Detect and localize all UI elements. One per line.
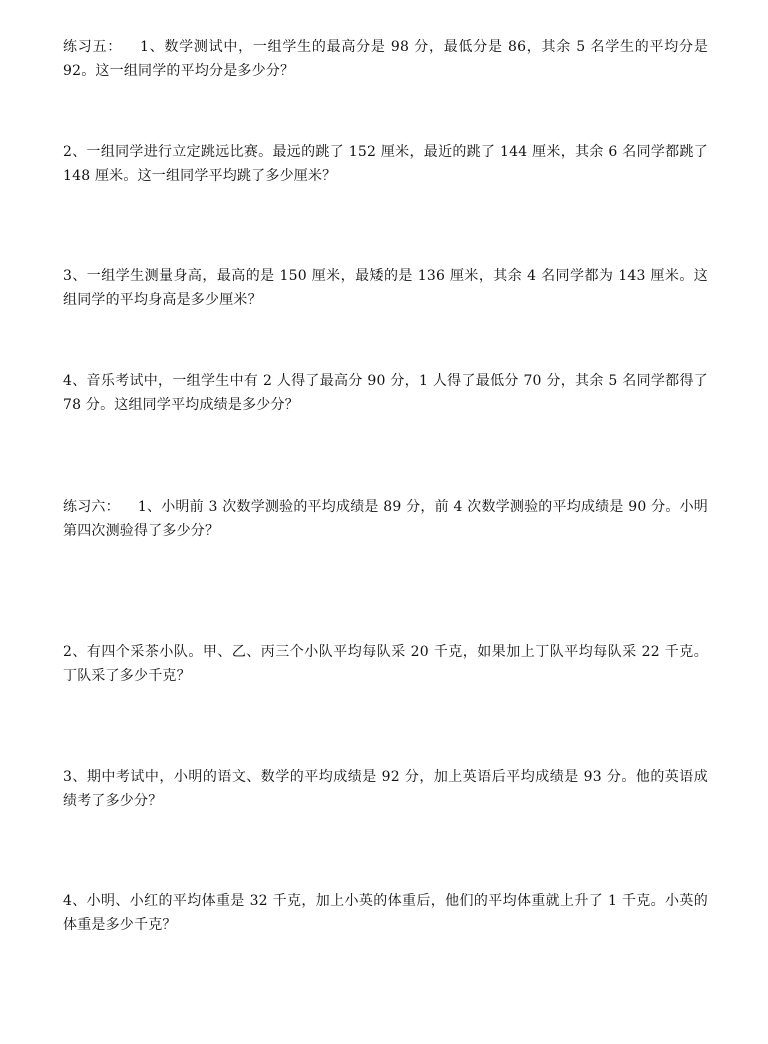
question-text: 3、期中考试中，小明的语文、数学的平均成绩是 92 分，加上英语后平均成绩是 93 分。他的英语成绩考了多少分？ [63,769,708,809]
question-block [63,35,708,83]
question-text: 4、音乐考试中，一组学生中有 2 人得了最高分 90 分，1 人得了最低分 70 分，其余 5 名同学都得了 78 分。这组同学平均成绩是多少分？ [63,373,708,413]
question-text: 1、小明前 3 次数学测验的平均成绩是 89 分，前 4 次数学测验的平均成绩是 90 分。小明第四次测验得了多少分？ [63,499,708,539]
question-text: 2、一组同学进行立定跳远比赛。最远的跳了 152 厘米，最近的跳了 144 厘米，其余 6 名同学都跳了 148 厘米。这一组同学平均跳了多少厘米？ [63,144,708,184]
question-block [63,889,708,937]
question-block [63,765,708,813]
question-block [63,369,708,417]
question-text: 1、数学测试中，一组学生的最高分是 98 分，最低分是 86，其余 5 名学生的平均分是 92。这一组同学的平均分是多少分？ [63,39,708,79]
section-heading: 练习六： [63,499,120,515]
question-block [63,140,708,188]
question-block [63,640,708,688]
question-text: 4、小明、小红的平均体重是 32 千克，加上小英的体重后，他们的平均体重就上升了 1 千克。小英的体重是多少千克？ [63,893,708,933]
question-text: 2、有四个采茶小队。甲、乙、丙三个小队平均每队采 20 千克，如果加上丁队平均每队采 22 千克。丁队采了多少千克？ [63,644,708,684]
question-block [63,495,708,543]
question-text: 3、一组学生测量身高，最高的是 150 厘米，最矮的是 136 厘米，其余 4 名同学都为 143 厘米。这组同学的平均身高是多少厘米？ [63,268,708,308]
question-block [63,264,708,312]
section-heading: 练习五： [63,39,123,55]
